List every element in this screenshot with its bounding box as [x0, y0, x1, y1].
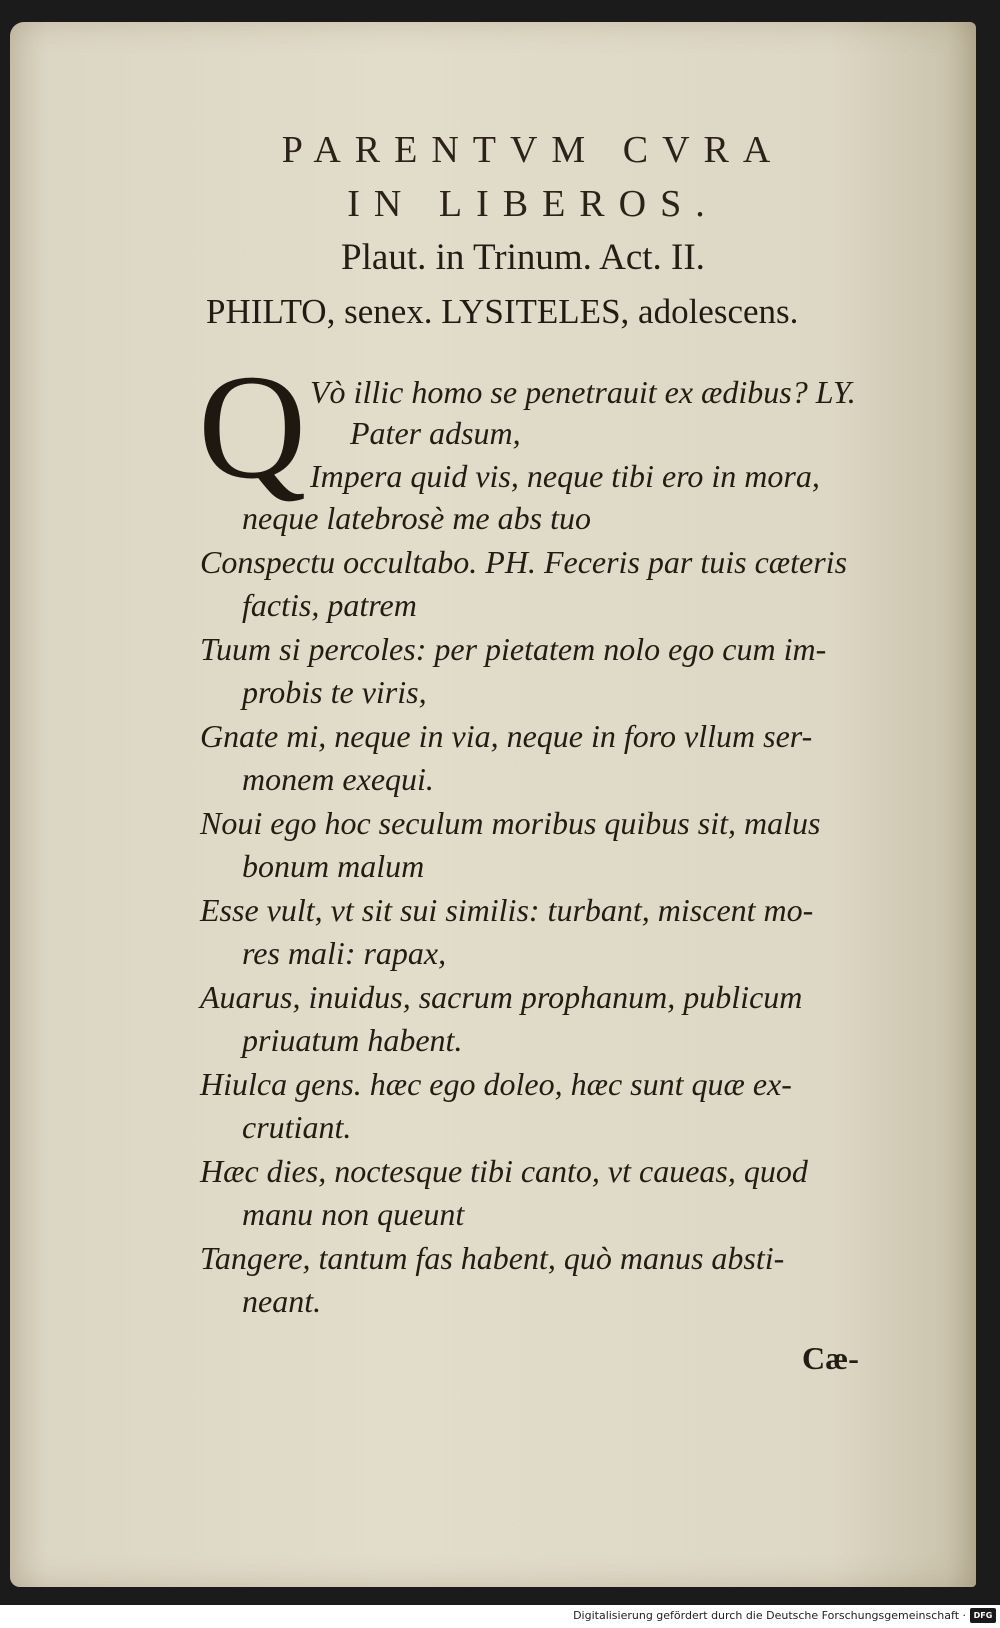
- verse-line-19: Hæc dies, noctesque tibi canto, vt caueas, quod: [200, 1153, 808, 1189]
- heading-line-1: PARENTVM CVRA: [281, 129, 785, 171]
- verse-line-14: res mali: rapax,: [242, 935, 447, 971]
- verse-line-5: Conspectu occultabo. PH. Feceris par tuis cæteris: [200, 544, 848, 580]
- verse-line-12: bonum malum: [242, 848, 425, 884]
- verse-line-18: crutiant.: [242, 1109, 352, 1145]
- verse-line-6: factis, patrem: [242, 587, 417, 623]
- verse-line-15: Auarus, inuidus, sacrum prophanum, publicum: [200, 979, 803, 1015]
- verse-line-21: Tangere, tantum fas habent, quò manus absti-: [200, 1240, 785, 1276]
- speaker-list: PHILTO, senex. LYSITELES, adolescens.: [206, 292, 799, 331]
- verse-line-17: Hiulca gens. hæc ego doleo, hæc sunt quæ ex-: [200, 1066, 792, 1102]
- verse-line-11: Noui ego hoc seculum moribus quibus sit, malus: [200, 805, 821, 841]
- verse-line-10: monem exequi.: [242, 761, 434, 797]
- digitization-credit: Digitalisierung gefördert durch die Deutsche Forschungsgemeinschaft ·: [573, 1609, 966, 1622]
- verse-line-20: manu non queunt: [242, 1196, 465, 1232]
- book-page: [10, 22, 976, 1587]
- verse-line-13: Esse vult, vt sit sui similis: turbant, miscent mo-: [200, 892, 814, 928]
- verse-line-9: Gnate mi, neque in via, neque in foro vllum ser-: [200, 718, 813, 754]
- verse-line-22: neant.: [242, 1283, 322, 1319]
- verse-line-4: neque latebrosè me abs tuo: [242, 500, 591, 536]
- subheading: Plaut. in Trinum. Act. II.: [341, 237, 705, 278]
- verse-line-2: Pater adsum,: [350, 415, 521, 451]
- catchword: Cæ-: [802, 1340, 859, 1376]
- verse-line-7: Tuum si percoles: per pietatem nolo ego cum im-: [200, 631, 827, 667]
- heading-line-2: IN LIBEROS.: [347, 183, 719, 225]
- verse-line-3: Impera quid vis, neque tibi ero in mora,: [310, 458, 820, 494]
- drop-cap: Q: [198, 344, 307, 510]
- dfg-logo-icon: DFG: [970, 1608, 996, 1623]
- verse-line-1: Vò illic homo se penetrauit ex ædibus? LY.: [310, 374, 856, 410]
- verse-line-8: probis te viris,: [242, 674, 427, 710]
- verse-line-16: priuatum habent.: [242, 1022, 463, 1058]
